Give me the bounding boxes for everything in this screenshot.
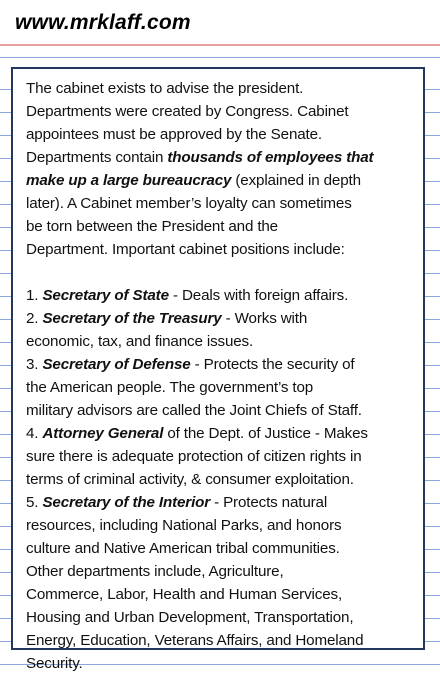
cabinet-item-3: 3. Secretary of Defense - Protects the security of — [26, 356, 355, 373]
intro-line: be torn between the President and the — [26, 218, 278, 235]
cabinet-title-treasury: Secretary of the Treasury — [42, 310, 222, 327]
cabinet-title-interior: Secretary of the Interior — [42, 494, 211, 511]
cabinet-item-3-cont: military advisors are called the Joint Chiefs of Staff. — [26, 402, 362, 419]
cabinet-item-2-cont: economic, tax, and finance issues. — [26, 333, 254, 350]
closing-line: Security. — [26, 655, 83, 672]
intro-line: later). A Cabinet member’s loyalty can sometimes — [26, 195, 352, 212]
intro-line: Department. Important cabinet positions include: — [26, 241, 345, 258]
cabinet-item-1: 1. Secretary of State - Deals with foreign affairs. — [26, 287, 349, 304]
intro-line: Departments were created by Congress. Cabinet — [26, 103, 349, 120]
cabinet-title-state: Secretary of State — [42, 287, 169, 304]
closing-line: Energy, Education, Veterans Affairs, and Homeland — [26, 632, 364, 649]
content-box — [11, 67, 425, 672]
emphasis-text: make up a large bureaucracy — [26, 172, 232, 189]
intro-line: Departments contain thousands of employees that — [26, 149, 374, 166]
intro-line: make up a large bureaucracy (explained in depth — [26, 172, 361, 189]
cabinet-item-3-cont: the American people. The government’s top — [26, 379, 314, 396]
closing-line: Housing and Urban Development, Transportation, — [26, 609, 354, 626]
cabinet-item-2: 2. Secretary of the Treasury - Works with — [26, 310, 308, 327]
cabinet-title-defense: Secretary of Defense — [42, 356, 191, 373]
closing-line: Other departments include, Agriculture, — [26, 563, 284, 580]
cabinet-item-5: 5. Secretary of the Interior - Protects natural — [26, 494, 328, 511]
header-band — [0, 0, 440, 44]
cabinet-item-4-cont: sure there is adequate protection of citizen rights in — [26, 448, 362, 465]
site-url: www.mrklaff.com — [15, 11, 191, 34]
emphasis-text: thousands of employees that — [167, 149, 374, 166]
intro-line: appointees must be approved by the Senate. — [26, 126, 322, 143]
paragraph-gap — [26, 261, 423, 284]
cabinet-item-4-cont: terms of criminal activity, & consumer exploitation. — [26, 471, 354, 488]
cabinet-item-5-cont: culture and Native American tribal communities. — [26, 540, 340, 557]
red-margin-line — [0, 44, 440, 46]
cabinet-item-5-cont: resources, including National Parks, and honors — [26, 517, 342, 534]
intro-line: The cabinet exists to advise the president. — [26, 80, 304, 97]
closing-line: Commerce, Labor, Health and Human Services, — [26, 586, 343, 603]
cabinet-item-4: 4. Attorney General of the Dept. of Justice - Makes — [26, 425, 368, 442]
cabinet-title-attorney-general: Attorney General — [42, 425, 164, 442]
